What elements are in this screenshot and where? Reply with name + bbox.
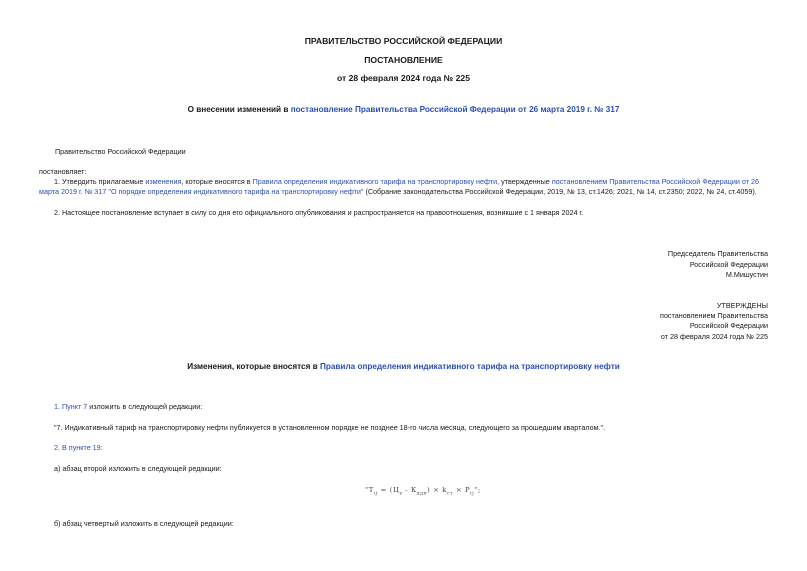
item-1-text-a: 1. Утвердить прилагаемые [54, 177, 146, 186]
item-1-text-c: , утвержденные [497, 177, 552, 186]
approval-line-4: от 28 февраля 2024 года № 225 [660, 332, 768, 341]
changes-title [0, 362, 807, 371]
issuer-text: Правительство Российской Федерации [55, 147, 186, 156]
document-header-org: ПРАВИТЕЛЬСТВО РОССИЙСКОЙ ФЕДЕРАЦИИ [304, 36, 503, 46]
document-date-number: от 28 февраля 2024 года № 225 [337, 73, 470, 83]
change-1-quote: "7. Индикативный тариф на транспортировку нефти публикуется в установленном порядке не позднее 18-го числа месяца, следующего за прошедшим кварталом.". [54, 423, 606, 432]
item-1-paragraph [39, 177, 769, 197]
change-1-number[interactable]: 1. [54, 402, 62, 411]
approval-line-2: постановлением Правительства [660, 311, 768, 320]
document-title [0, 105, 807, 114]
item-2-paragraph: 2. Настоящее постановление вступает в силу со дня его официального опубликования и распространяется на правоотношения, возникшие с 1 января 2024 г. [54, 208, 584, 217]
signature-name: М.Мишустин [725, 270, 768, 279]
resolves-text: постановляет: [39, 167, 87, 176]
change-2-sub-b: б) абзац четвертый изложить в следующей редакции: [54, 519, 234, 528]
changes-link[interactable]: изменения [145, 177, 182, 186]
point-19-link[interactable]: пункте 19 [68, 443, 101, 452]
formula-image: "$Т_{ij} = (Ц_z - К_{ддп}) \times k_{ст} \times Р_{ij}$"; [365, 486, 481, 497]
changes-title-rules-link[interactable]: Правила определения индикативного тарифа на транспортировку нефти [319, 362, 620, 371]
signature-position: Председатель Правительства [667, 249, 768, 258]
item-1-text-d: (Собрание законодательства Российской Федерации, 2019, № 13, ст.1426; 2021, № 14, ст.2350; 2022, № 24, ст.4059). [363, 187, 757, 196]
resolution-317-link[interactable]: постановлением Правительства Российской Федерации от 26 марта 2019 г. № 317 "О порядке определения индикативного тарифа на транспортировку нефти" [39, 177, 760, 196]
change-1-rest: изложить в следующей редакции: [87, 402, 203, 411]
amended-resolution-link[interactable]: постановление Правительства Российской Федерации от 26 марта 2019 г. № 317 [290, 105, 620, 114]
approval-heading: УТВЕРЖДЕНЫ [716, 301, 768, 310]
changes-title-prefix: Изменения, которые вносятся в [187, 362, 320, 371]
change-2-number[interactable]: 2. В [54, 443, 69, 452]
rules-link[interactable]: Правила определения индикативного тарифа на транспортировку нефти [252, 177, 498, 186]
change-2-rest: : [100, 443, 103, 452]
document-type: ПОСТАНОВЛЕНИЕ [364, 55, 443, 65]
point-7-link[interactable]: Пункт 7 [62, 402, 88, 411]
change-2-sub-a: а) абзац второй изложить в следующей редакции: [54, 464, 222, 473]
signature-country: Российской Федерации [689, 260, 768, 269]
change-1-intro [54, 402, 202, 411]
item-1-text-b: , которые вносятся в [181, 177, 253, 186]
change-2-intro [54, 443, 103, 452]
document-title-prefix: О внесении изменений в [187, 105, 291, 114]
approval-line-3: Российской Федерации [689, 321, 768, 330]
